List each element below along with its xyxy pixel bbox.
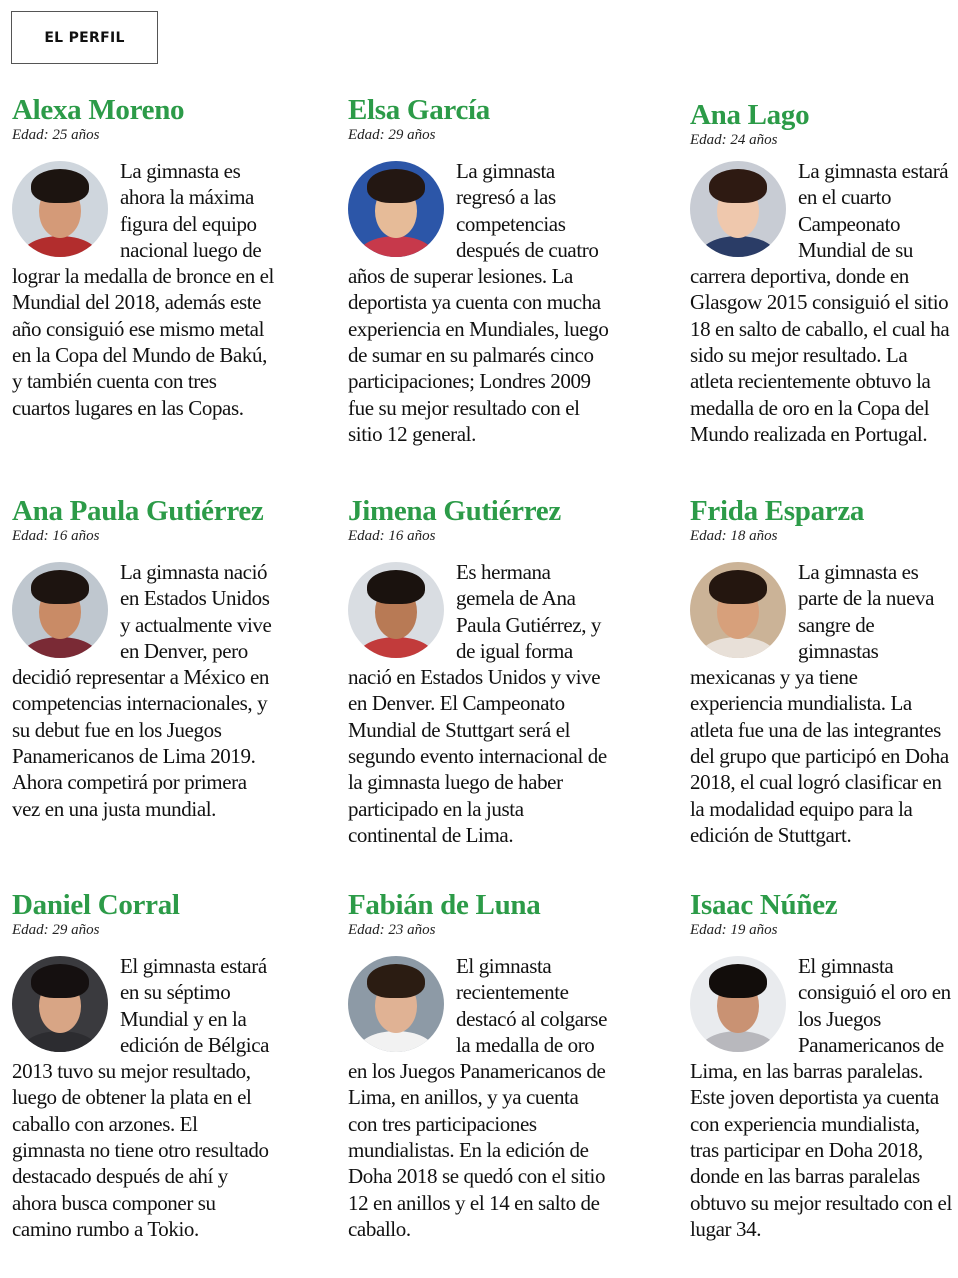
athlete-bio: La gimnasta regresó a las competencias después de cuatro años de superar lesiones. La deportista ya cuenta con mucha experiencia en Mundiales, luego de sumar en su palmarés cinco participaciones; Londres 2009 fue su mejor resultado con el sitio 12 general. xyxy=(348,159,609,446)
athlete-bio: La gimnasta estará en el cuarto Campeonato Mundial de su carrera deportiva, donde en Glasgow 2015 consiguió el sitio 18 en salto de caballo, el cual ha sido su mejor resultado. La atleta recientemente obtuvo la medalla de oro en la Copa del Mundo realizada en Portugal. xyxy=(690,159,950,446)
athlete-age: Edad: 25 años xyxy=(12,127,100,143)
profile-card xyxy=(12,890,274,1242)
athlete-photo xyxy=(348,161,444,257)
athlete-bio: El gimnasta consiguió el oro en los Juegos Panamericanos de Lima, en las barras paralelas. Este joven deportista ya cuenta con experiencia mundialista, tras participar en Doha 2018, donde en las barras paralelas obtuvo su mejor resultado con el lugar 34. xyxy=(690,954,952,1241)
athlete-photo xyxy=(348,956,444,1052)
athlete-bio: La gimnasta es parte de la nueva sangre de gimnastas mexicanas y ya tiene experiencia mundialista. La atleta fue una de las integrantes del grupo que participó en Doha 2018, el cual logró clasificar en la modalidad equipo para la edición de Stuttgart. xyxy=(690,560,949,847)
athlete-photo xyxy=(12,562,108,658)
athlete-bio: El gimnasta estará en su séptimo Mundial y en la edición de Bélgica 2013 tuvo su mejor resultado, luego de obtener la plata en el caballo con arzones. El gimnasta no tiene otro resultado destacado después de ahí y ahora busca componer su camino rumbo a Tokio. xyxy=(12,954,270,1241)
athlete-name: Elsa García xyxy=(348,94,490,126)
athlete-age: Edad: 23 años xyxy=(348,922,436,938)
athlete-name: Daniel Corral xyxy=(12,889,180,921)
athlete-name: Fabián de Luna xyxy=(348,889,541,921)
athlete-age: Edad: 18 años xyxy=(690,528,778,544)
athlete-photo xyxy=(348,562,444,658)
athlete-age: Edad: 29 años xyxy=(348,127,436,143)
athlete-photo xyxy=(690,562,786,658)
athlete-age: Edad: 24 años xyxy=(690,132,778,148)
profile-card xyxy=(348,496,610,848)
athlete-bio: El gimnasta recientemente destacó al colgarse la medalla de oro en los Juegos Panamericanos de Lima, en anillos, y ya cuenta con tres participaciones mundialistas. En la edición de Doha 2018 se quedó con el sitio 12 en anillos y el 14 en salto de caballo. xyxy=(348,954,607,1241)
athlete-photo xyxy=(690,161,786,257)
athlete-name: Ana Lago xyxy=(690,99,810,131)
athlete-bio: Es hermana gemela de Ana Paula Gutiérrez, y de igual forma nació en Estados Unidos y vive en Denver. El Campeonato Mundial de Stuttgart será el segundo evento internacional de la gimnasta luego de haber participado en la justa continental de Lima. xyxy=(348,560,607,847)
athlete-photo xyxy=(690,956,786,1052)
athlete-bio: La gimnasta nació en Estados Unidos y actualmente vive en Denver, pero decidió representar a México en competencias internacionales, y su debut fue en los Juegos Panamericanos de Lima 2019. Ahora competirá por primera vez en una justa mundial. xyxy=(12,560,272,821)
athlete-name: Alexa Moreno xyxy=(12,94,185,126)
athlete-photo xyxy=(12,956,108,1052)
profile-card xyxy=(690,890,952,1242)
athlete-age: Edad: 16 años xyxy=(348,528,436,544)
athlete-name: Jimena Gutiérrez xyxy=(348,495,561,527)
section-label: EL PERFIL xyxy=(11,11,158,64)
athlete-age: Edad: 29 años xyxy=(12,922,100,938)
profile-card xyxy=(12,95,274,421)
athlete-bio: La gimnasta es ahora la máxima figura del equipo nacional luego de lograr la medalla de bronce en el Mundial del 2018, además este año consiguió ese mismo metal en la Copa del Mundo de Bakú, y también cuenta con tres cuartos lugares en las Copas. xyxy=(12,159,274,420)
profile-card xyxy=(690,100,952,447)
profile-card xyxy=(348,890,610,1242)
athlete-name: Ana Paula Gutiérrez xyxy=(12,495,264,527)
athlete-age: Edad: 16 años xyxy=(12,528,100,544)
profile-card xyxy=(348,95,610,447)
athlete-name: Frida Esparza xyxy=(690,495,865,527)
athlete-photo xyxy=(12,161,108,257)
athlete-name: Isaac Núñez xyxy=(690,889,838,921)
athlete-age: Edad: 19 años xyxy=(690,922,778,938)
profile-card xyxy=(690,496,952,848)
profile-card xyxy=(12,496,274,822)
